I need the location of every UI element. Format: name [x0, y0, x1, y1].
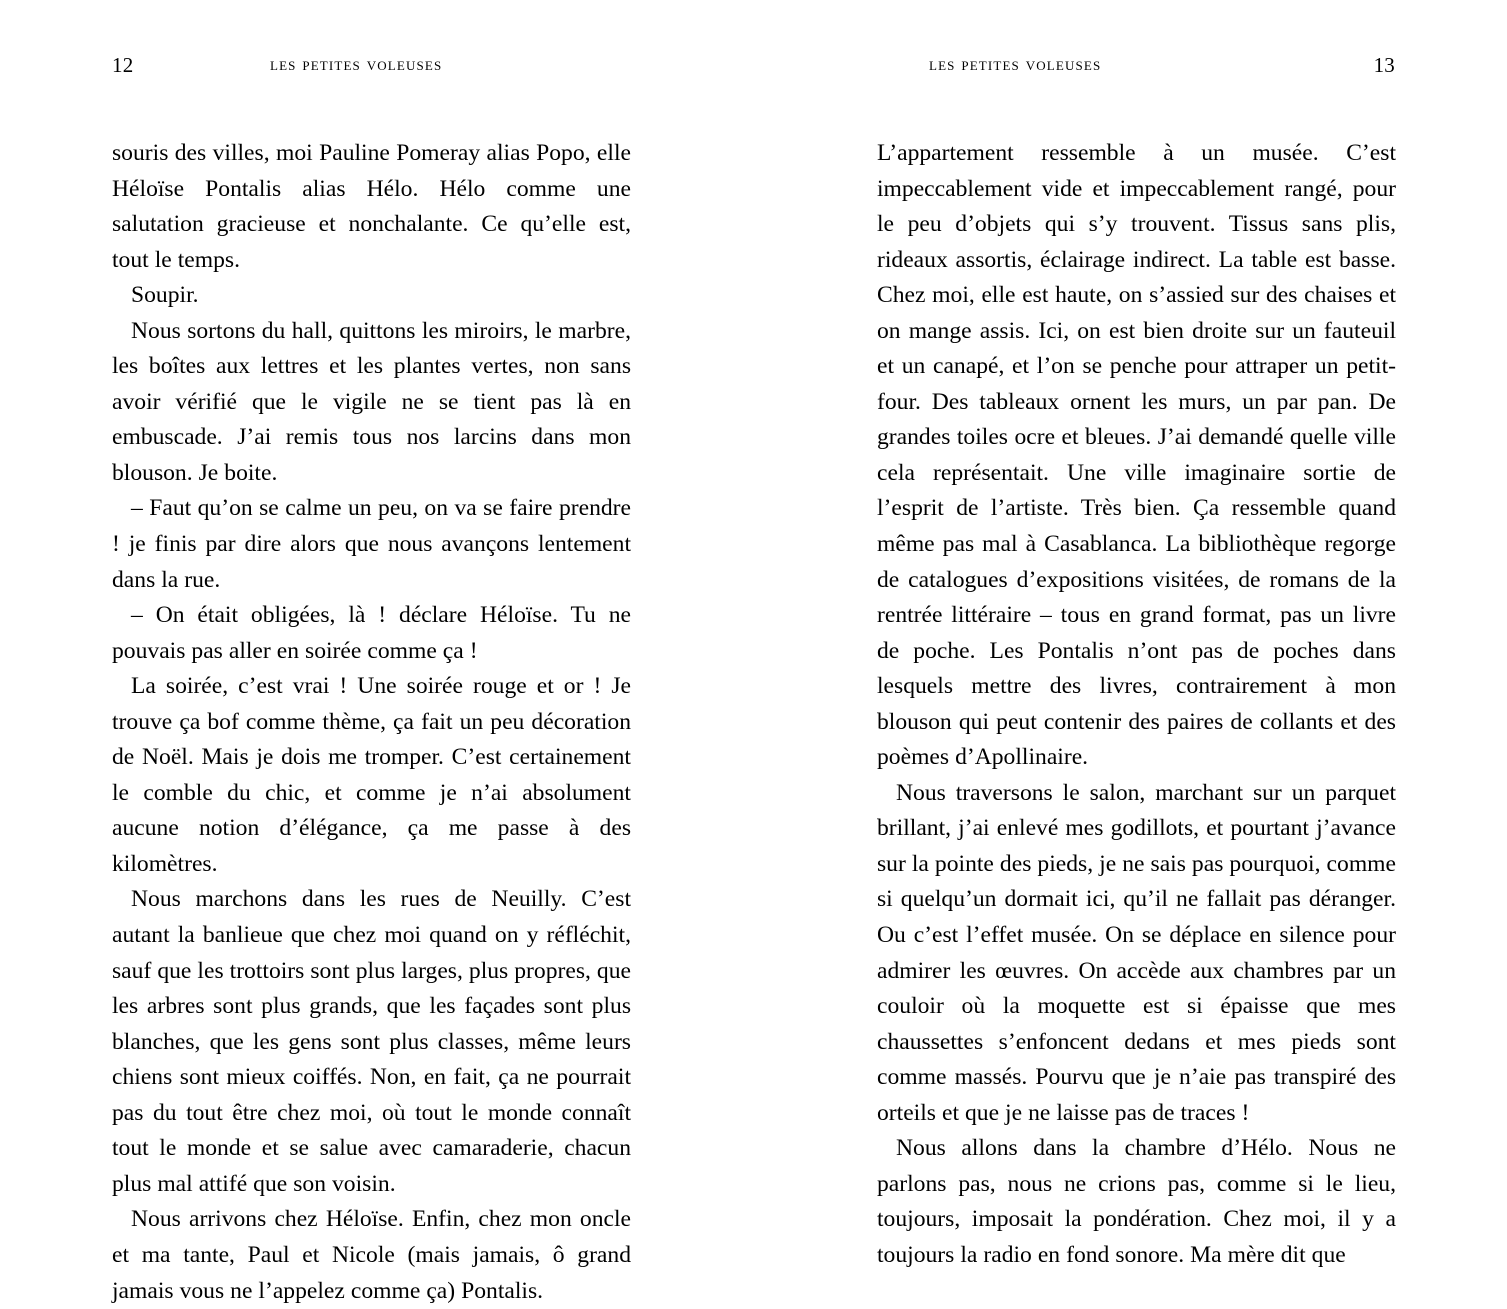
paragraph: souris des villes, moi Pauline Pomeray alias Popo, elle Héloïse Pontalis alias Hélo. Hélo comme une salutation gracieuse et nonchalante. Ce qu’elle est, tout le temps. — [112, 140, 631, 273]
running-title-recto: les petites voleuses — [929, 55, 1102, 75]
paragraph: Soupir. — [131, 282, 199, 309]
text-column-recto — [877, 136, 1396, 1274]
running-head-verso — [112, 48, 630, 82]
running-title-verso: les petites voleuses — [270, 55, 443, 75]
page-number-recto: 13 — [1373, 53, 1395, 77]
paragraph: La soirée, c’est vrai ! Une soirée rouge et or ! Je trouve ça bof comme thème, ça fait un peu décoration de Noël. Mais je dois me tromper. C’est certainement le comble du chic, et comme je n’ai absolument aucune notion d’élégance, ça me passe à des kilomètres. — [112, 673, 631, 877]
paragraph: – On était obligées, là ! déclare Héloïse. Tu ne pouvais pas aller en soirée comme ça ! — [112, 602, 631, 664]
paragraph: Nous marchons dans les rues de Neuilly. C’est autant la banlieue que chez moi quand on y réfléchit, sauf que les trottoirs sont plus larges, plus propres, que les arbres sont plus grands, que les façades sont plus blanches, que les gens sont plus classes, même leurs chiens sont mieux coiffés. Non, en fait, ça ne pourrait pas du tout être chez moi, où tout le monde connaît tout le monde et se salue avec camaraderie, chacun plus mal attifé que son voisin. — [112, 886, 631, 1197]
paragraph: Nous allons dans la chambre d’Hélo. Nous ne parlons pas, nous ne crions pas, comme si le lieu, toujours, imposait la pondération. Chez moi, il y a toujours la radio en fond sonore. Ma mère dit que — [877, 1135, 1396, 1268]
page-number-verso: 12 — [112, 53, 134, 77]
paragraph: – Faut qu’on se calme un peu, on va se faire prendre ! je finis par dire alors que nous avançons lentement dans la rue. — [112, 495, 631, 593]
paragraph: Nous arrivons chez Héloïse. Enfin, chez mon oncle et ma tante, Paul et Nicole (mais jamais, ô grand jamais vous ne l’appelez comme ça) Pontalis. — [112, 1206, 631, 1304]
text-column-verso — [112, 136, 631, 1309]
paragraph: Nous traversons le salon, marchant sur un parquet brillant, j’ai enlevé mes godillots, et pourtant j’avance sur la pointe des pieds, je ne sais pas pourquoi, comme si quelqu’un dormait ici, qu’il ne fallait pas déranger. Ou c’est l’effet musée. On se déplace en silence pour admirer les œuvres. On accède aux chambres par un couloir où la moquette est si épaisse que mes chaussettes s’enfoncent dedans et mes pieds sont comme massés. Pourvu que je n’aie pas transpiré des orteils et que je ne laisse pas de traces ! — [877, 779, 1396, 1126]
paragraph: Nous sortons du hall, quittons les miroirs, le marbre, les boîtes aux lettres et les plantes vertes, non sans avoir vérifié que le vigile ne se tient pas là en embuscade. J’ai remis tous nos larcins dans mon blouson. Je boite. — [112, 317, 631, 486]
paragraph: L’appartement ressemble à un musée. C’est impeccablement vide et impeccablement rangé, pour le peu d’objets qui s’y trouvent. Tissus sans plis, rideaux assortis, éclairage indirect. La table est basse. Chez moi, elle est haute, on s’assied sur des chaises et on mange assis. Ici, on est bien droite sur un fauteuil et un canapé, et l’on se penche pour attraper un petit-four. Des tableaux ornent les murs, un par pan. De grandes toiles ocre et bleues. J’ai demandé quelle ville cela représentait. Une ville imaginaire sortie de l’esprit de l’artiste. Très bien. Ça ressemble quand même pas mal à Casablanca. La bibliothèque regorge de catalogues d’expositions visitées, de romans de la rentrée littéraire – tous en grand format, pas un livre de poche. Les Pontalis n’ont pas de poches dans lesquels mettre des livres, contrairement à mon blouson qui peut contenir des paires de collants et des poèmes d’Apollinaire. — [877, 140, 1396, 771]
running-head-recto — [877, 48, 1395, 82]
